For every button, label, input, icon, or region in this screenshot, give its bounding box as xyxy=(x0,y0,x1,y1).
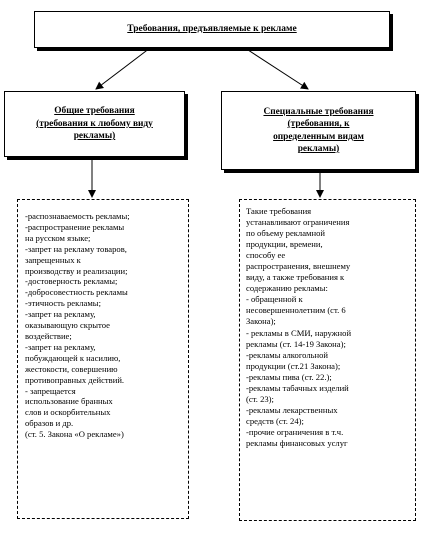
special-requirements-box xyxy=(221,91,416,170)
general-requirements-title: Общие требования (требования к любому виду рекламы) xyxy=(36,106,153,142)
special-requirements-list-box xyxy=(239,199,416,521)
arrow-to-special xyxy=(245,48,308,89)
arrow-to-general xyxy=(96,48,150,89)
general-requirements-list-box xyxy=(17,199,189,519)
main-title: Требования, предъявляемые к рекламе xyxy=(127,24,297,34)
special-requirements-title: Специальные требования (требования, к определенным видам рекламы) xyxy=(263,106,374,154)
general-requirements-box xyxy=(4,91,185,157)
main-title-box xyxy=(34,11,390,48)
special-requirements-list: Такие требования устанавливают ограничения по объему рекламной продукции, времени, способу ее распространения, внешнему виду, а также требования к содержанию рекламы: - обращенной к несовершеннолетним (ст. 6 Закона); - рекламы в СМИ, наружной рекламы (ст. 14-19 Закона); -рекламы алкогольной продукции (ст.21 Закона); -рекламы пива (ст. 22.); -рекламы табачных изделий (ст. 23); -рекламы лекарственных средств (ст. 24); -прочие ограничения в т.ч. рекламы финансовых услуг xyxy=(246,206,352,448)
general-requirements-list: -распознаваемость рекламы; -распространение рекламы на русском языке; -запрет на рекламу товаров, запрещенных к производству и реализации; -достоверность рекламы; -добросовестность рекламы -этичность рекламы; -запрет на рекламу, оказывающую скрытое воздействие; -запрет на рекламу, побуждающей к насилию, жестокости, совершению противоправных действий. - запрещается использование бранных слов и оскорбительных образов и др. (ст. 5. Закона «О рекламе») xyxy=(25,211,130,440)
